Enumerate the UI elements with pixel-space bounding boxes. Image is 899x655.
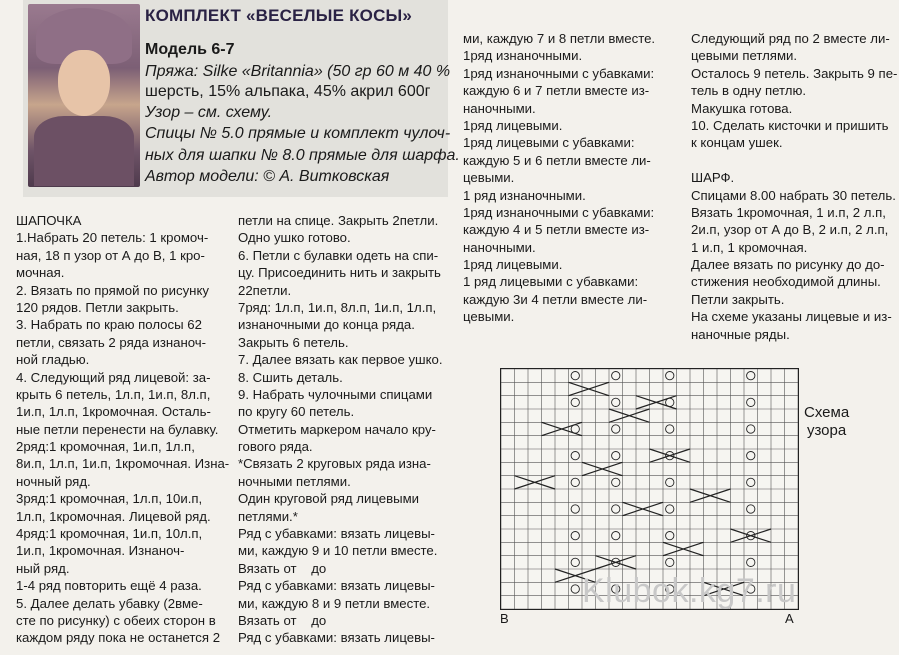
cable-cross-symbol xyxy=(636,396,677,409)
yarn-over-symbol xyxy=(571,425,579,433)
column1-line: 120 рядов. Петли закрыть. xyxy=(16,299,179,315)
column-1-text xyxy=(16,212,229,647)
cable-cross-symbol xyxy=(542,422,583,435)
column3-line: 1ряд изнаночными с убавками: xyxy=(463,65,655,81)
cable-cross-symbol xyxy=(663,542,704,555)
scheme-caption-1: Схема xyxy=(804,404,850,421)
column2-line: 7ряд: 1л.п, 1и.п, 8л.п, 1и.п, 1л.п, xyxy=(238,299,437,315)
yarn-over-symbol xyxy=(571,558,579,566)
cable-cross-symbol xyxy=(569,382,610,395)
column2-line: 7. Далее вязать как первое ушко. xyxy=(238,352,443,368)
scheme-caption xyxy=(804,404,849,440)
scheme-caption-2: узора xyxy=(806,422,847,439)
column4-line: 2и.п, узор от А до В, 2 и.п, 2 л.п, xyxy=(691,222,889,238)
column1-line: 4ряд:1 кромочная, 1и.п, 10л.п, xyxy=(16,526,203,542)
column1-line: петли, связать 2 ряда изнаноч- xyxy=(16,334,207,350)
column4-line xyxy=(691,152,897,169)
needles-line: Спицы № 5.0 прямые и комплект чулоч- xyxy=(145,125,451,142)
column2-line: по кругу 60 петель. xyxy=(238,404,355,420)
column-3-text xyxy=(463,30,655,326)
yarn-over-symbol xyxy=(666,532,674,540)
column4-line: к концам ушек. xyxy=(691,135,783,151)
column2-line: 6. Петли с булавки одеть на спи- xyxy=(238,247,439,263)
column1-line: 1и.п, 1кромочная. Изнаноч- xyxy=(16,543,185,559)
column2-line: гового ряда. xyxy=(238,439,313,455)
yarn-over-symbol xyxy=(747,558,755,566)
column4-line: 1 и.п, 1 кромочная. xyxy=(691,239,808,255)
column-2-text xyxy=(238,212,443,647)
yarn-over-symbol xyxy=(666,372,674,380)
yarn-over-symbol xyxy=(666,478,674,486)
yarn-over-symbol xyxy=(666,398,674,406)
cable-cross-symbol xyxy=(596,556,637,569)
cable-cross-symbol xyxy=(690,489,731,502)
yarn-over-symbol xyxy=(747,505,755,513)
column2-line: Закрыть 6 петель. xyxy=(238,334,349,350)
yarn-over-symbol xyxy=(612,452,620,460)
column3-line: цевыми. xyxy=(463,170,515,186)
column4-line: Петли закрыть. xyxy=(691,291,785,307)
yarn-line-2: шерсть, 15% альпака, 45% акрил 600г xyxy=(145,83,431,100)
column2-line: 9. Набрать чулочными спицами xyxy=(238,386,433,402)
yarn-over-symbol xyxy=(747,398,755,406)
column1-line: 3. Набрать по краю полосы 62 xyxy=(16,317,202,333)
column1-line: крыть 6 петель, 1л.п, 1и.п, 8л.п, xyxy=(16,386,211,402)
column1-line: ные петли перенести на булавку. xyxy=(16,421,219,437)
column1-line: 4. Следующий ряд лицевой: за- xyxy=(16,369,211,385)
column3-line: 1 ряд лицевыми с убавками: xyxy=(463,274,639,290)
model-number: Модель 6-7 xyxy=(145,41,235,58)
column4-line: наночные ряды. xyxy=(691,326,790,342)
cable-cross-symbol xyxy=(650,449,691,462)
yarn-over-symbol xyxy=(612,398,620,406)
column1-line: 1-4 ряд повторить ещё 4 раза. xyxy=(16,578,202,594)
column2-line: 22петли. xyxy=(238,282,292,298)
column2-line: цу. Присоединить нить и закрыть xyxy=(238,265,441,281)
yarn-over-symbol xyxy=(571,505,579,513)
column3-line: 1ряд лицевыми. xyxy=(463,117,563,133)
column4-line: ШАРФ. xyxy=(691,170,735,186)
column2-line: ночными петлями. xyxy=(238,473,351,489)
yarn-over-symbol xyxy=(571,532,579,540)
column1-line: 3ряд:1 кромочная, 1л.п, 10и.п, xyxy=(16,491,203,507)
column4-line: Следующий ряд по 2 вместе ли- xyxy=(691,31,890,46)
column1-line: 2ряд:1 кромочная, 1и.п, 1л.п, xyxy=(16,439,195,455)
column1-line: 5. Далее делать убавку (2вме- xyxy=(16,595,203,611)
column3-line: 1ряд изнаночными с убавками: xyxy=(463,204,655,220)
column3-line: наночными. xyxy=(463,239,536,255)
column4-line: Осталось 9 петель. Закрыть 9 пе- xyxy=(691,65,898,81)
scheme-label-b: В xyxy=(500,611,509,626)
yarn-line: Пряжа: Silke «Britannia» (50 гр 60 м 40 % xyxy=(145,63,451,80)
column1-line: 1и.п, 1л.п, 1кромочная. Осталь- xyxy=(16,404,211,420)
yarn-over-symbol xyxy=(747,372,755,380)
column2-line: Ряд с убавками: вязать лицевы- xyxy=(238,578,435,594)
column2-line: ми, каждую 9 и 10 петли вместе. xyxy=(238,543,438,559)
column4-line: Спицами 8.00 набрать 30 петель. xyxy=(691,187,896,203)
yarn-over-symbol xyxy=(612,532,620,540)
yarn-over-symbol xyxy=(612,425,620,433)
column2-line: Одно ушко готово. xyxy=(238,230,351,246)
column2-line: ми, каждую 8 и 9 петли вместе. xyxy=(238,595,431,611)
yarn-over-symbol xyxy=(747,425,755,433)
column4-line: стижения необходимой длины. xyxy=(691,274,881,290)
column4-line: На схеме указаны лицевые и из- xyxy=(691,309,892,325)
yarn-over-symbol xyxy=(612,372,620,380)
column4-line: Макушка готова. xyxy=(691,100,793,116)
column2-line: изнаночными до конца ряда. xyxy=(238,317,415,333)
needles-line-2: ных для шапки № 8.0 прямые для шарфа. xyxy=(145,147,460,164)
yarn-over-symbol xyxy=(612,478,620,486)
column2-line: *Связать 2 круговых ряда изна- xyxy=(238,456,431,472)
yarn-over-symbol xyxy=(612,505,620,513)
yarn-over-symbol xyxy=(666,505,674,513)
yarn-over-symbol xyxy=(666,558,674,566)
column2-line: 8. Сшить деталь. xyxy=(238,369,343,385)
column1-line: каждом ряду пока не останется 2 xyxy=(16,630,221,646)
column2-line: Вязать от до xyxy=(238,612,327,628)
column1-line: 1л.п, 1кромочная. Лицевой ряд. xyxy=(16,508,211,524)
cable-cross-symbol xyxy=(515,476,556,489)
model-photo xyxy=(28,4,140,187)
column2-line: петли на спице. Закрыть 2петли. xyxy=(238,213,439,228)
yarn-over-symbol xyxy=(747,452,755,460)
column2-line: Ряд с убавками: вязать лицевы- xyxy=(238,630,435,646)
yarn-over-symbol xyxy=(747,478,755,486)
yarn-over-symbol xyxy=(571,452,579,460)
column1-line: 1.Набрать 20 петель: 1 кромоч- xyxy=(16,230,209,246)
column1-line: ная, 18 п узор от А до В, 1 кро- xyxy=(16,247,205,263)
column2-line: петлями.* xyxy=(238,508,298,524)
yarn-over-symbol xyxy=(571,478,579,486)
column1-line: ШАПОЧКА xyxy=(16,213,82,228)
column1-line: ный ряд. xyxy=(16,560,70,576)
column2-line: Один круговой ряд лицевыми xyxy=(238,491,420,507)
column-4-text xyxy=(691,30,897,343)
cable-cross-symbol xyxy=(623,502,664,515)
pattern-line: Узор – см. схему. xyxy=(145,104,273,121)
cable-cross-symbol xyxy=(731,529,772,542)
column1-line: 8и.п, 1л.п, 1и.п, 1кромочная. Изна- xyxy=(16,456,230,472)
column3-line: каждую 5 и 6 петли вместе ли- xyxy=(463,152,651,168)
yarn-over-symbol xyxy=(666,425,674,433)
column3-line: наночными. xyxy=(463,100,536,116)
column3-line: 1 ряд изнаночными. xyxy=(463,187,586,203)
column2-line: Вязать от до xyxy=(238,560,327,576)
yarn-over-symbol xyxy=(571,585,579,593)
column1-line: мочная. xyxy=(16,265,65,281)
cable-cross-symbol xyxy=(582,462,623,475)
column3-line: каждую 4 и 5 петли вместе из- xyxy=(463,222,650,238)
author-line: Автор модели: © А. Витковская xyxy=(145,168,390,185)
column4-line: 10. Сделать кисточки и пришить xyxy=(691,117,889,133)
column1-line: 2. Вязать по прямой по рисунку xyxy=(16,282,209,298)
yarn-over-symbol xyxy=(571,398,579,406)
yarn-over-symbol xyxy=(571,372,579,380)
cable-cross-symbol xyxy=(609,409,650,422)
column3-line: цевыми. xyxy=(463,309,515,325)
scheme-label-a: А xyxy=(785,611,794,626)
site-watermark: Klubok.kg7.ru xyxy=(582,572,797,610)
column3-line: ми, каждую 7 и 8 петли вместе. xyxy=(463,31,656,46)
column3-line: каждую 3и 4 петли вместе ли- xyxy=(463,291,648,307)
column4-line: тель в одну петлю. xyxy=(691,83,807,99)
column3-line: каждую 6 и 7 петли вместе из- xyxy=(463,83,650,99)
column2-line: Ряд с убавками: вязать лицевы- xyxy=(238,526,435,542)
column1-line: ной гладью. xyxy=(16,352,90,368)
column4-line: цевыми петлями. xyxy=(691,48,798,64)
column2-line: Отметить маркером начало кру- xyxy=(238,421,436,437)
column1-line: ночный ряд. xyxy=(16,473,91,489)
column3-line: 1ряд лицевыми. xyxy=(463,257,563,273)
pattern-title: КОМПЛЕКТ «ВЕСЕЛЫЕ КОСЫ» xyxy=(145,6,413,25)
column3-line: 1ряд лицевыми с убавками: xyxy=(463,135,635,151)
column1-line: сте по рисунку) с обеих сторон в xyxy=(16,612,216,628)
column3-line: 1ряд изнаночными. xyxy=(463,48,583,64)
column4-line: Далее вязать по рисунку до до- xyxy=(691,257,885,273)
column4-line: Вязать 1кромочная, 1 и.п, 2 л.п, xyxy=(691,204,886,220)
